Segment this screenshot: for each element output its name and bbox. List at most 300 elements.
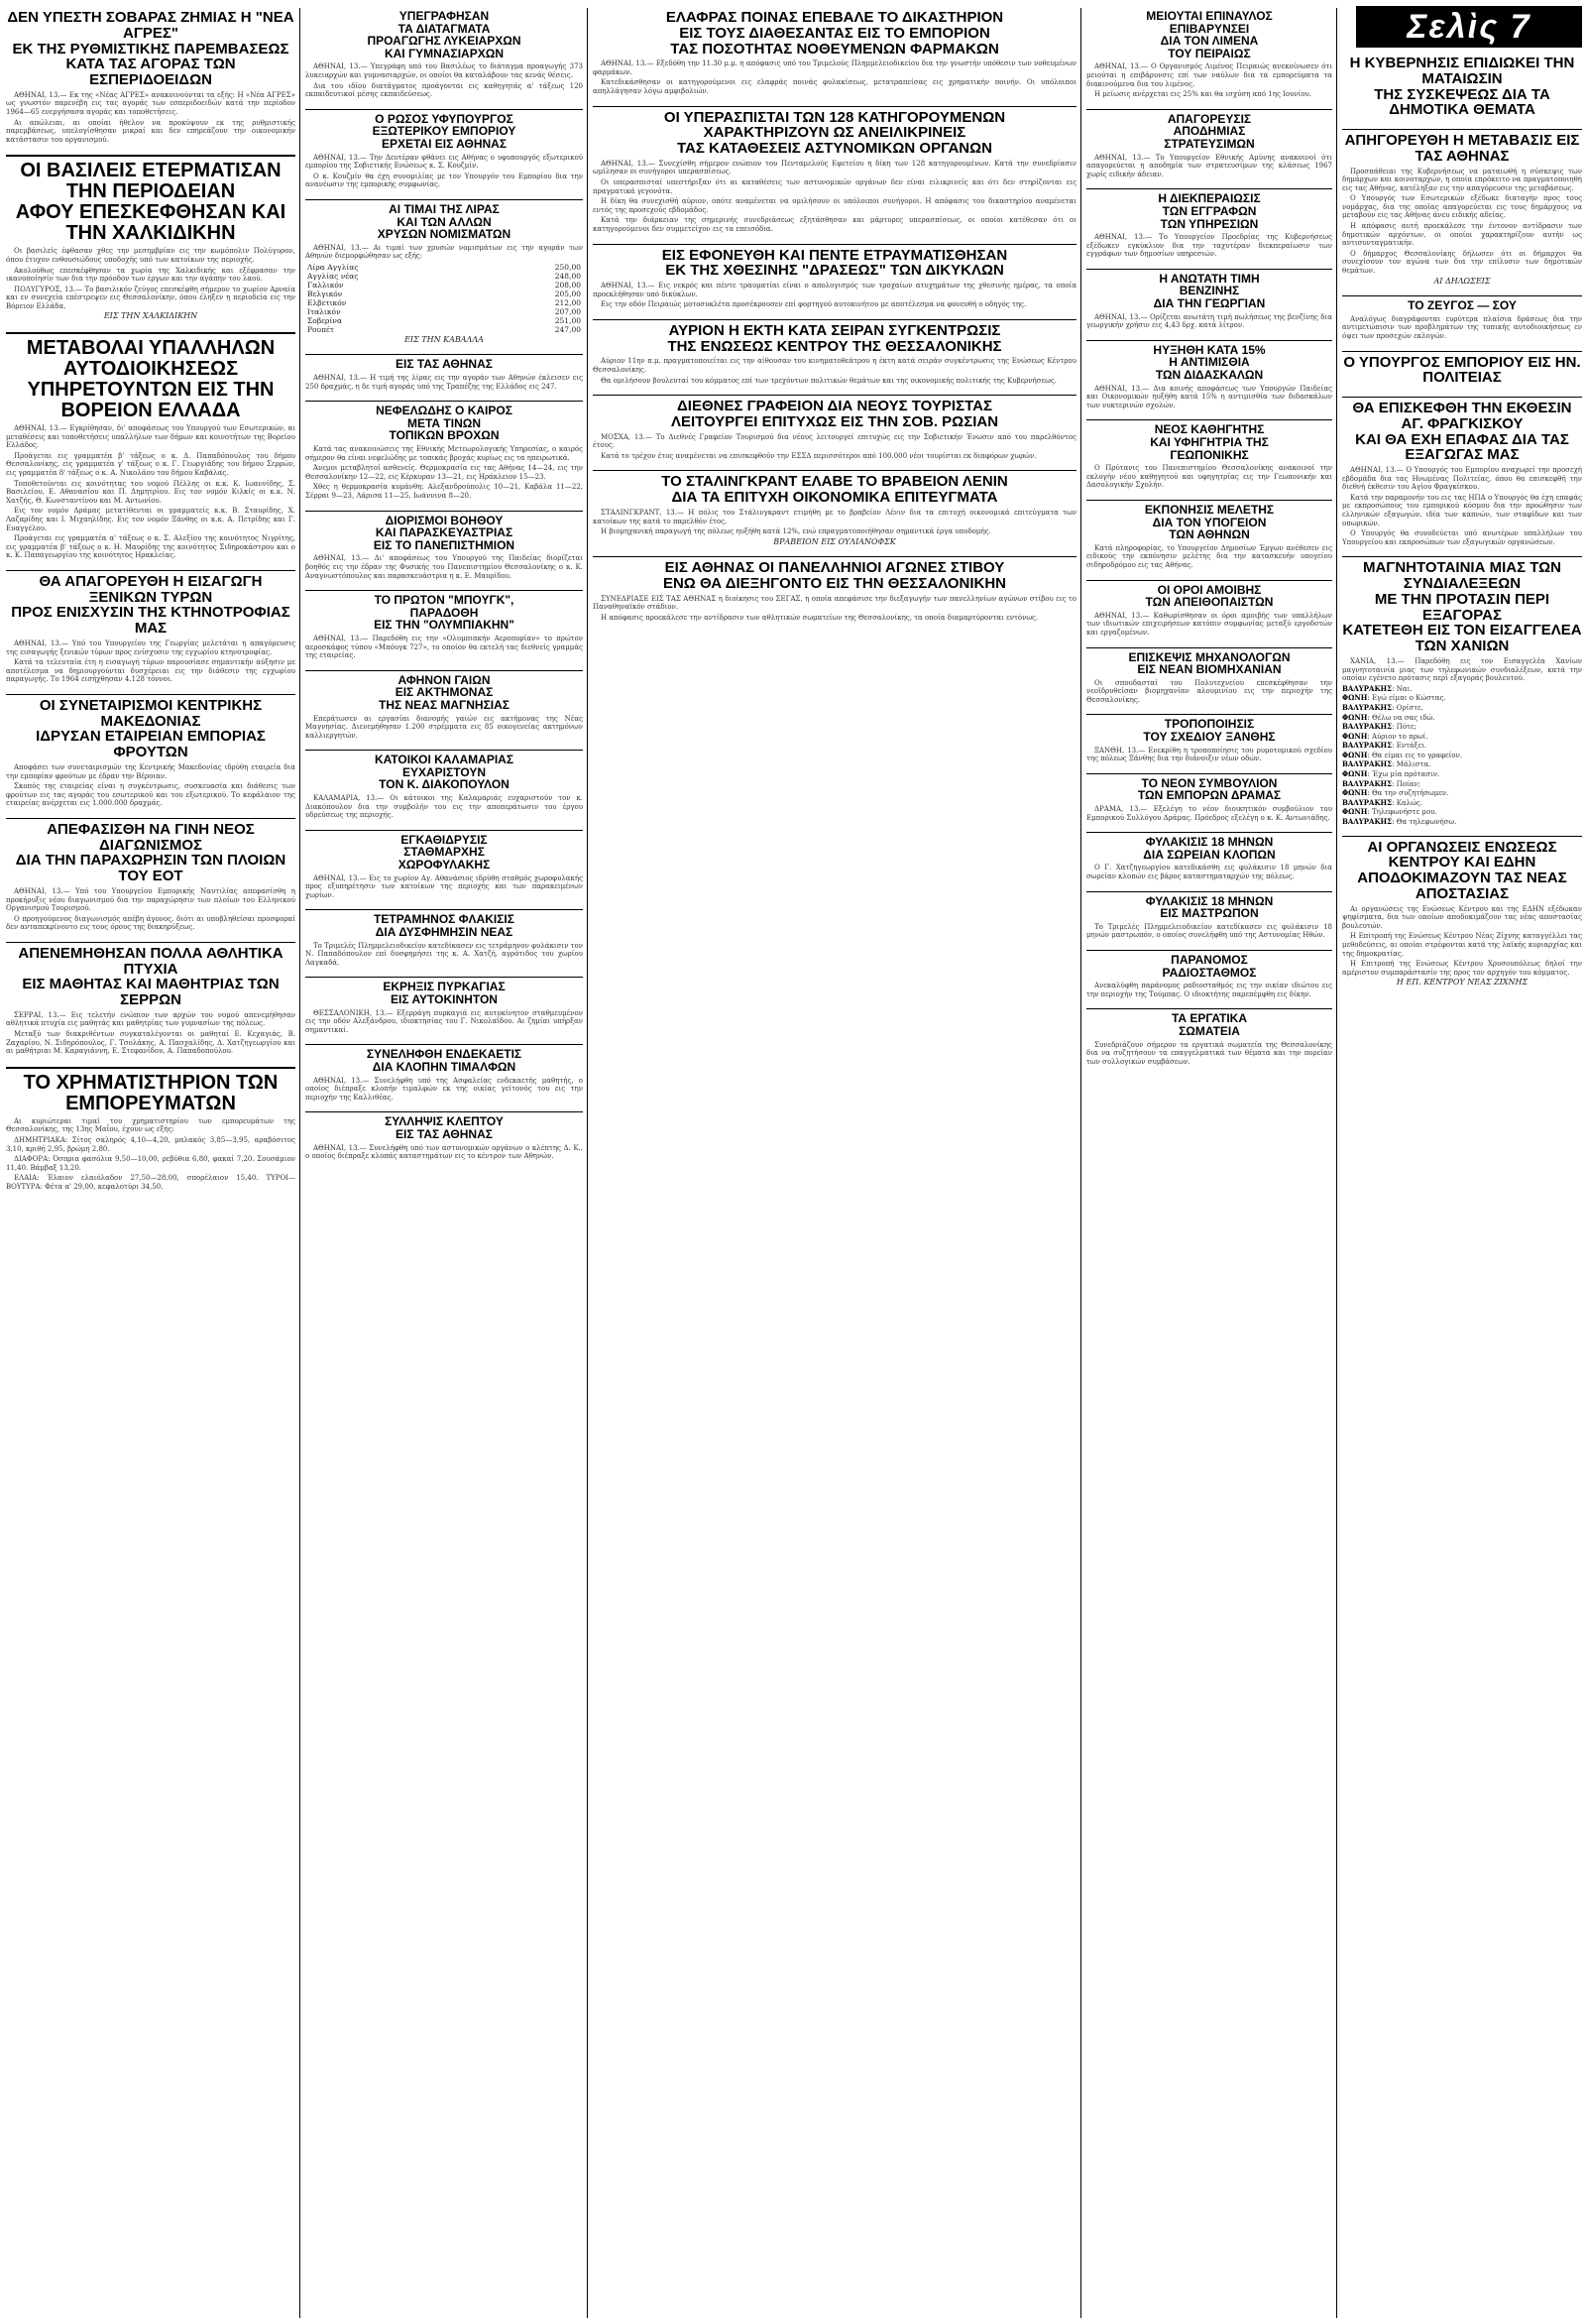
speaker-text: Ποίαν; <box>1396 779 1421 788</box>
headline-line: ΔΙΑ ΤΗΝ ΠΑΡΑΧΩΡΗΣΙΝ ΤΩΝ ΠΛΟΙΩΝ ΤΟΥ ΕΟΤ <box>15 852 286 885</box>
article-paragraph: ΑΘΗΝΑΙ, 13.— Το Υπουργείον Προεδρίας της Κυβερνήσεως εξέδωκεν εγκύκλιον δια την ταχυτέραν διεκπεραίωσιν των εγγράφων των δημοσίων υπηρεσιών. <box>1086 233 1332 259</box>
headline-line: ΓΕΩΠΟΝΙΚΗΣ <box>1170 447 1249 462</box>
article-headline <box>1086 895 1332 920</box>
article-body <box>6 1117 295 1192</box>
article-paragraph: Τοποθετούνται εις κοινότητας του νομού Πέλλης οι κ.κ. Κ. Ιωαννίδης, Σ. Βασιλείου, Ε. Αθανασίου και Π. Δημητρίου. Εις τον νομόν Κιλκίς οι κ.κ. Ν. Χατζής, Θ. Κωνσταντίνου και Μ. Αντωνίου. <box>6 479 295 505</box>
headline-line: ΤΗΣ ΝΕΑΣ ΜΑΓΝΗΣΙΑΣ <box>378 697 510 712</box>
article-headline <box>593 474 1076 506</box>
article-headline <box>1086 584 1332 609</box>
article-body <box>1086 544 1332 570</box>
article <box>593 242 1076 311</box>
headline-line: ΤΟ ΠΡΩΤΟΝ "ΜΠΟΥΓΚ", <box>374 593 514 608</box>
article-headline <box>6 161 295 244</box>
article-headline <box>1342 560 1582 654</box>
headline-line: ΙΔΡΥΣΑΝ ΕΤΑΙΡΕΙΑΝ ΕΜΠΟΡΙΑΣ ΦΡΟΥΤΩΝ <box>36 728 266 761</box>
article-body <box>305 445 583 501</box>
headline-line: ΤΑ ΕΡΓΑΤΙΚΑ <box>1171 1011 1248 1026</box>
article-paragraph: ΑΘΗΝΑΙ, 13.— Εις νεκρός και πέντε τραυματίαι είναι ο απολογισμός των τροχαίων ατυχημάτων της χθεσινής ημέρας, τα οποία προεκλήθησαν υπό δικύκλων. <box>593 282 1076 298</box>
transcript-line: ΒΑΛΥΡΑΚΗΣ: Πότε; <box>1342 722 1416 732</box>
article-divider <box>6 694 295 695</box>
article-paragraph: ΣΥΝΕΔΡΙΑΣΕ ΕΙΣ ΤΑΣ ΑΘΗΝΑΣ η διοίκησις του ΣΕΓΑΣ, η οποία απεφάσισε την διεξαγωγήν των πανελληνίων αγώνων στίβου εις το Παναθηναϊκόν στάδιον. <box>593 594 1076 612</box>
article-paragraph: Αι απώλειαι, αι οποίαι ήθελον να προκύψουν εκ της ρυθμιστικής παρεμβάσεως, υπελογίσθησαν μικραί και δεν επηρεάζουν την οικονομικήν κατάστασιν του οργανισμού. <box>6 118 295 144</box>
article-body <box>305 374 583 391</box>
article-divider <box>6 942 295 943</box>
price-row <box>305 272 583 281</box>
article-divider <box>6 570 295 571</box>
price-name: Λίρα Αγγλίας <box>307 262 359 272</box>
price-row <box>305 290 583 298</box>
speaker-text: Αύριον το πρωί. <box>1371 732 1428 741</box>
article-body <box>1086 864 1332 880</box>
article-headline <box>1086 504 1332 541</box>
article-divider <box>305 511 583 512</box>
headline-line: ΤΡΟΠΟΠΟΙΗΣΙΣ <box>1164 717 1255 732</box>
article-headline <box>305 674 583 712</box>
article-paragraph: ΑΘΗΝΑΙ, 13.— Εις το χωρίον Αγ. Αθανάσιος ιδρύθη σταθμός χωροφυλακής προς εξυπηρέτησιν των κατοίκων της περιοχής και των παρακειμένων χωρίων. <box>305 873 583 899</box>
article-body <box>6 639 295 684</box>
article-paragraph: ΑΘΗΝΑΙ, 13.— Ο Οργανισμός Λιμένος Πειραιώς ανεκοίνωσεν ότι μειούται η επιβάρυνσις επί των ναύλων δια τα εμπορεύματα τα διακινούμενα δια του λιμένος. <box>1086 62 1332 88</box>
article <box>305 1109 583 1162</box>
headline-line: ΑΙ ΤΙΜΑΙ ΤΗΣ ΛΙΡΑΣ <box>389 201 500 216</box>
headline-line: ΠΑΡΑΝΟΜΟΣ <box>1171 952 1248 967</box>
headline-line: ΤΟΥ ΣΧΕΔΙΟΥ ΞΑΝΘΗΣ <box>1143 730 1276 745</box>
headline-line: ΧΡΥΣΩΝ ΝΟΜΙΣΜΑΤΩΝ <box>377 227 511 242</box>
article <box>305 399 583 502</box>
headline-line: ΤΟΝ Κ. ΔΙΑΚΟΠΟΥΛΟΝ <box>379 777 510 792</box>
article-paragraph: Η Επιτροπή της Ενώσεως Κέντρου Νέας Ζίχνης καταγγέλλει τας μεθοδεύσεις, αι οποίαι στρέφονται κατά της λαϊκής κυριαρχίας και της δημοκρατίας. <box>1342 932 1582 958</box>
headline-line: ΤΩΝ ΥΠΗΡΕΣΙΩΝ <box>1160 216 1259 231</box>
article-divider <box>1342 351 1582 352</box>
article-paragraph: ΣΤΑΛΙΝΓΚΡΑΝΤ, 13.— Η πόλις του Στάλινγκραντ ετιμήθη με το βραβείον Λένιν δια τα επιτυχή οικονομικά επιτεύγματα των κατοίκων της κατά το παρελθόν έτος. <box>593 508 1076 525</box>
subheading: ΕΙΣ ΤΗΝ ΧΑΛΚΙΔΙΚΗΝ <box>103 311 198 321</box>
article-paragraph: Χθες η θερμοκρασία κυμάνθη: Αλεξανδρούπολις 10—21, Καβάλα 11—22, Σέρραι 9—23, Λάρισα 11—25, Ιωάννινα 8—20. <box>305 483 583 500</box>
speaker-name: ΒΑΛΥΡΑΚΗΣ <box>1342 759 1393 769</box>
article-headline <box>1342 299 1582 312</box>
headline-line: ΚΑΙ ΤΩΝ ΑΛΛΩΝ <box>396 214 492 229</box>
article-paragraph: Οι σπουδασταί του Πολυτεχνείου επεσκέφθησαν την νεοϊδρυθείσαν βιομηχανίαν αλουμινίου εις την περιοχήν της Θεσσαλονίκης. <box>1086 678 1332 704</box>
article <box>1342 554 1582 827</box>
price-row <box>305 298 583 307</box>
column-2 <box>305 8 583 2318</box>
article <box>305 828 583 902</box>
article-paragraph: Κατά το τρέχον έτος αναμένεται να επισκεφθούν την ΕΣΣΔ περισσότεροι από 100.000 νέοι τουρίσται εκ διαφόρων χωρών. <box>601 451 1037 460</box>
price-value: 212,00 <box>554 297 581 307</box>
article-paragraph: Κατά την παραμονήν του εις τας ΗΠΑ ο Υπουργός θα έχη επαφάς με εκπροσώπους του εμπορικού κόσμου δια την προώθησιν των ελληνικών εξαγωγών, ιδία των καπνών, των σταφίδων και των οπωρικών. <box>1342 493 1582 527</box>
article-paragraph: ΑΘΗΝΑΙ, 13.— Υπεγράφη υπό του Βασιλέως το διάταγμα προαγωγής 373 λυκειαρχών και γυμνασιαρχών, οι οποίοι θα καταλάβουν τας κενάς θέσεις. <box>305 62 583 79</box>
article-body <box>593 282 1076 309</box>
headline-line: ΤΩΝ ΕΜΠΟΡΩΝ ΔΡΑΜΑΣ <box>1137 788 1282 803</box>
article-body <box>1086 612 1332 638</box>
article-divider <box>1086 647 1332 648</box>
article-paragraph: Η βιομηχανική παραγωγή της πόλεως ηυξήθη κατά 12%, ενώ επραγματοποιήθησαν σημαντικά έργα υποδομής. <box>601 527 991 536</box>
article-paragraph: Ο δήμαρχος Θεσσαλονίκης δήλωσεν ότι οι δήμαρχοι θα συνεχίσουν τον αγώνα των δια την επίλυσιν των δημοτικών θεμάτων. <box>1342 249 1582 276</box>
headline-line: ΤΩΝ ΑΘΗΝΩΝ <box>1169 527 1250 542</box>
article-divider <box>1086 269 1332 270</box>
article-divider <box>1086 1008 1332 1009</box>
article <box>593 8 1076 98</box>
headline-line: ΕΚΡΗΞΙΣ ΠΥΡΚΑΓΙΑΣ <box>383 980 506 994</box>
headline-line: ΘΑ ΕΠΙΣΚΕΦΘΗ ΤΗΝ ΕΚΘΕΣΙΝ ΑΓ. ΦΡΑΓΚΙΣΚΟΥ <box>1352 400 1572 432</box>
article-headline <box>305 913 583 938</box>
article-paragraph: ΑΘΗΝΑΙ, 13.— Εκ της «Νέας ΑΓΡΕΣ» ανακοινούνται τα εξής: Η «Νέα ΑΓΡΕΣ» ως γνωστόν παρενέβη εις τας αγοράς των εσπεριδοειδών κατά την περίοδον 1964—65 ενεργήσασα αγοράς και τοποθετήσεις. <box>6 90 295 116</box>
article-paragraph: ΑΘΗΝΑΙ, 13.— Ο Υπουργός του Εμπορίου αναχωρεί την προσεχή εβδομάδα δια τας Ηνωμένας Πολιτείας, όπου θα επισκεφθή την διεθνή έκθεσιν του Αγίου Φραγκίσκου. <box>1342 466 1582 492</box>
article <box>1342 395 1582 548</box>
article <box>305 588 583 662</box>
article <box>1086 338 1332 412</box>
article-divider <box>1086 832 1332 833</box>
headline-line: ΔΙΑ ΤΗΝ ΓΕΩΡΓΙΑΝ <box>1153 296 1266 311</box>
headline-line: ΤΩΝ ΕΓΓΡΑΦΩΝ <box>1162 203 1257 218</box>
headline-line: ΤΗΣ ΕΝΩΣΕΩΣ ΚΕΝΤΡΟΥ ΤΗΣ ΘΕΣΣΑΛΟΝΙΚΗΣ <box>667 337 1002 355</box>
article-divider <box>6 155 295 157</box>
article-divider <box>1086 714 1332 715</box>
article-body <box>305 154 583 189</box>
price-value: 250,00 <box>554 262 581 272</box>
headline-line: ΕΙΣ ΑΚΤΗΜΟΝΑΣ <box>395 685 494 700</box>
article-paragraph: Εις την οδόν Πειραιώς μοτοσυκλέτα προσέκρουσεν επί φορτηγού αυτοκινήτου με αποτέλεσμα να φονευθή ο οδηγός της. <box>601 300 1027 309</box>
article <box>1342 54 1582 121</box>
speaker-text: Εγώ είμαι ο Κώστας. <box>1371 694 1446 703</box>
article-body <box>305 1009 583 1035</box>
article <box>305 8 583 101</box>
article-headline <box>1086 10 1332 59</box>
article-body <box>1342 315 1582 341</box>
headline-line: ΤΗΣ ΣΥΣΚΕΨΕΩΣ ΔΙΑ ΤΑ ΔΗΜΟΤΙΚΑ ΘΕΜΑΤΑ <box>1374 85 1550 119</box>
speaker-name: ΦΩΝΗ <box>1342 693 1368 703</box>
article-divider <box>305 199 583 200</box>
headline-line: ΕΡΧΕΤΑΙ ΕΙΣ ΑΘΗΝΑΣ <box>381 136 508 151</box>
article <box>593 554 1076 624</box>
headline-line: ΜΕ ΤΗΝ ΠΡΟΤΑΣΙΝ ΠΕΡΙ ΕΞΑΓΟΡΑΣ <box>1374 590 1550 624</box>
article-paragraph: Ακολούθως επεσκέφθησαν τα χωρία της Χαλκιδικής και εξέφρασαν την ικανοποίησίν των δια την πρόοδον των έργων και την αγάπην του λαού. <box>6 266 295 284</box>
article <box>593 317 1076 387</box>
article-paragraph: Επεράτωσεν αι εργασίαι διανομής γαιών εις ακτήμονας της Νέας Μαγνησίας. Διενεμήθησαν 1.200 στρέμματα εις 85 οικογενείας ακτημόνων καλλιεργητών. <box>305 714 583 740</box>
article-body <box>305 1144 583 1161</box>
article-divider <box>1342 129 1582 130</box>
speaker-text: Έχω μία πρότασιν. <box>1371 770 1440 779</box>
headline-line: ΑΦΗΝΟΝ ΓΑΙΩΝ <box>397 672 491 687</box>
article-divider <box>305 750 583 751</box>
article-body <box>1086 679 1332 705</box>
headline-line: ΑΥΡΙΟΝ Η ΕΚΤΗ ΚΑΤΑ ΣΕΙΡΑΝ ΣΥΓΚΕΝΤΡΩΣΙΣ <box>668 321 1001 339</box>
headline-line: ΑΦΟΥ ΕΠΕΣΚΕΦΘΗΣΑΝ ΚΑΙ ΤΗΝ ΧΑΛΚΙΔΙΚΗΝ <box>15 201 286 245</box>
article-body <box>593 160 1076 234</box>
headline-line: ΔΙΑ ΚΛΟΠΗΝ ΤΙΜΑΛΦΩΝ <box>372 1059 516 1074</box>
article-paragraph: ΑΘΗΝΑΙ, 13.— Συνεχίσθη σήμερον ενώπιον του Πενταμελούς Εφετείου η δίκη των 128 κατηγορουμένων. Κατά την συνεδρίασιν ωμίλησαν οι συνήγοροι υπερασπίσεως. <box>593 159 1076 176</box>
headline-line: ΒΕΝΖΙΝΗΣ <box>1179 284 1240 298</box>
article-headline <box>305 1115 583 1140</box>
headline-line: ΕΙΣ ΤΟΥΣ ΔΙΑΘΕΣΑΝΤΑΣ ΕΙΣ ΤΟ ΕΜΠΟΡΙΟΝ <box>679 24 990 42</box>
article-paragraph: Η μείωσις ανέρχεται εις 25% και θα ισχύση από 1ης Ιουνίου. <box>1094 90 1312 99</box>
article-paragraph: ΔΙΑΦΟΡΑ: Όσπρια φασόλια 9,50—10,00, ρεβύθια 6,80, φακαί 7,20. Σουσάμιον 11,40. Βάμβαξ 13,20. <box>6 1155 295 1172</box>
article-headline <box>593 248 1076 280</box>
article-paragraph: Το Τριμελές Πλημμελειοδικείον κατεδίκασεν εις φυλάκισιν 18 μηνών μαστρωπόν, ο οποίος συνελήφθη υπό της Αστυνομίας Ηθών. <box>1086 922 1332 940</box>
article-paragraph: Ο κ. Κουζμίν θα έχη συνομιλίας με τον Υπουργόν του Εμπορίου δια την ανανέωσιν της εμπορικής συμφωνίας. <box>305 172 583 189</box>
article-headline <box>593 323 1076 355</box>
article-body <box>1086 62 1332 98</box>
speaker-name: ΦΩΝΗ <box>1342 731 1368 741</box>
headline-line: ΕΛΑΦΡΑΣ ΠΟΙΝΑΣ ΕΠΕΒΑΛΕ ΤΟ ΔΙΚΑΣΤΗΡΙΟΝ <box>665 9 1004 26</box>
headline-line: ΡΑΔΙΟΣΤΑΘΜΟΣ <box>1162 965 1257 980</box>
price-row <box>305 281 583 290</box>
speaker-name: ΦΩΝΗ <box>1342 712 1368 722</box>
headline-line: ΣΥΝΕΛΗΦΘΗ ΕΝΔΕΚΑΕΤΙΣ <box>366 1047 522 1062</box>
headline-line: ΚΑΙ ΘΑ ΕΧΗ ΕΠΑΦΑΣ ΔΙΑ ΤΑΣ ΕΞΑΓΩΓΑΣ ΜΑΣ <box>1355 430 1569 464</box>
article-divider <box>1086 109 1332 110</box>
article-headline <box>1086 113 1332 151</box>
headline-line: ΝΕΟΣ ΚΑΘΗΓΗΤΗΣ <box>1154 422 1265 437</box>
price-row <box>305 307 583 316</box>
article-headline <box>593 10 1076 57</box>
article-body <box>1342 905 1582 988</box>
headline-line: ΠΡΟΑΓΩΓΗΣ ΛΥΚΕΙΑΡΧΩΝ <box>367 34 521 49</box>
article-body <box>1086 233 1332 259</box>
article-headline <box>305 754 583 791</box>
article-body <box>1086 154 1332 179</box>
article-divider <box>593 470 1076 471</box>
article-headline <box>305 594 583 632</box>
article-divider <box>305 401 583 402</box>
speaker-name: ΒΑΛΥΡΑΚΗΣ <box>1342 741 1393 751</box>
price-value: 251,00 <box>554 315 581 325</box>
transcript-line: ΦΩΝΗ: Θα είμαι εις το γραφείον. <box>1342 750 1463 759</box>
article-headline <box>1086 344 1332 382</box>
article-paragraph: ΔΗΜΗΤΡΙΑΚΑ: Σίτος σκληρός 4,10—4,20, μαλακός 3,85—3,95, αραβόσιτος 3,10, κριθή 2,95, βρώμη 2,80. <box>6 1136 295 1153</box>
article-paragraph: Το Τριμελές Πλημμελειοδικείον κατεδίκασεν εις τετράμηνον φυλάκισιν τον Ν. Παπαδόπουλον επί δυσφημήσει της κ. Α. Χατζή, αγρότιδος του χωρίου Λαγκαδά. <box>305 941 583 967</box>
article-paragraph: Αι οργανώσεις της Ενώσεως Κέντρου και της ΕΔΗΝ εξέδωκαν ψηφίσματα, δια των οποίων αποδοκιμάζουν τας νέας αποστασίας βουλευτών. <box>1342 904 1582 930</box>
article <box>305 668 583 743</box>
headline-line: ΦΥΛΑΚΙΣΙΣ 18 ΜΗΝΩΝ <box>1145 893 1274 908</box>
article <box>1086 186 1332 261</box>
article-paragraph: ΔΡΑΜΑ, 13.— Εξελέγη το νέον διοικητικόν συμβούλιον του Εμπορικού Συλλόγου Δράμας. Πρόεδρος εξελέγη ο κ. Κ. Αντωνιάδης. <box>1086 805 1332 822</box>
article-body <box>1086 923 1332 940</box>
article-paragraph: Σκοπός της εταιρείας είναι η συγκέντρωσις, συσκευασία και διάθεσις των φρούτων εις τας αγοράς του εσωτερικού και του εξωτερικού. Το κεφάλαιον της εταιρείας ανέρχεται εις 1.000.000 δραχμάς. <box>6 782 295 808</box>
transcript-line: ΦΩΝΗ: Έχω μία πρότασιν. <box>1342 769 1440 779</box>
headline-line: ΔΙΑ ΣΩΡΕΙΑΝ ΚΛΟΠΩΝ <box>1143 847 1276 862</box>
article-paragraph: Αύριον 11ην π.μ. πραγματοποιείται εις την αίθουσαν του κινηματοθεάτρου η έκτη κατά σειράν συγκέντρωσις της Ενώσεως Κέντρου Θεσσαλονίκης. <box>593 357 1076 374</box>
headline-line: ΕΙΣ ΤΗΝ "ΟΛΥΜΠΙΑΚΗΝ" <box>374 618 514 633</box>
transcript-line: ΒΑΛΥΡΑΚΗΣ: Θα τηλεφωνήσω. <box>1342 817 1457 827</box>
article-paragraph: Ανεκαλύφθη παράνομος ραδιοσταθμός εις την οικίαν ιδιώτου εις την περιοχήν της Τούμπας. Ο ιδιοκτήτης παρεπέμφθη εις δίκην. <box>1086 982 1332 998</box>
article-headline <box>1342 355 1582 387</box>
headline-line: ΚΑΙ ΠΑΡΑΣΚΕΥΑΣΤΡΙΑΣ <box>375 525 513 540</box>
headline-line: ΑΠΕΦΑΣΙΣΘΗ ΝΑ ΓΙΝΗ ΝΕΟΣ ΔΙΑΓΩΝΙΣΜΟΣ <box>47 820 255 854</box>
column-1 <box>6 8 295 2318</box>
article-paragraph: Προσπάθειαι της Κυβερνήσεως να ματαιωθή η σύσκεψις των δημάρχων και κοινοταρχών, η οποία επρόκειτο να πραγματοποιηθή εις τας Αθήνας, κατέληξαν εις την απαγόρευσιν της μεταβάσεως. <box>1342 167 1582 192</box>
headline-line: ΑΠΑΓΟΡΕΥΣΙΣ <box>1167 111 1252 126</box>
article <box>1086 8 1332 101</box>
transcript <box>1342 685 1582 827</box>
headline-line: Η ΚΥΒΕΡΝΗΣΙΣ ΕΠΙΔΙΩΚΕΙ ΤΗΝ ΜΑΤΑΙΩΣΙΝ <box>1349 55 1575 87</box>
article-paragraph: Κατά τας ανακοινώσεις της Εθνικής Μετεωρολογικής Υπηρεσίας, ο καιρός σήμερον θα είναι νεφελώδης με τοπικάς βροχάς κυρίως εις τα ηπειρωτικά. <box>305 445 583 462</box>
article-paragraph: Κατά την διάρκειαν της σημερινής συνεδριάσεως εξητάσθησαν και μάρτυρες υπερασπίσεως, οι οποίοι κατέθεσαν ότι οι κατηγορούμενοι δεν συμμετείχον εις τα επεισόδια. <box>593 216 1076 234</box>
article-paragraph: ΑΘΗΝΑΙ, 13.— Η τιμή της λίρας εις την αγοράν των Αθηνών έκλεισεν εις 250 δραχμάς, η δε τιμή αγοράς υπό της Τραπέζης της Ελλάδος εις 247. <box>305 374 583 391</box>
speaker-name: ΦΩΝΗ <box>1342 788 1368 798</box>
headline-line: ΠΡΟΣ ΕΝΙΣΧΥΣΙΝ ΤΗΣ ΚΤΗΝΟΤΡΟΦΙΑΣ ΜΑΣ <box>11 604 290 638</box>
transcript-line: ΒΑΛΥΡΑΚΗΣ: Ορίστε. <box>1342 702 1423 712</box>
headline-line: ΤΟ ΧΡΗΜΑΤΙΣΤΗΡΙΟΝ ΤΩΝ ΕΜΠΟΡΕΥΜΑΤΩΝ <box>23 1071 279 1114</box>
article-headline <box>1342 133 1582 165</box>
article-paragraph: Ο Υπουργός θα συνοδεύεται υπό ανωτέρων υπαλλήλων του Υπουργείου και εκπροσώπων των εξαγωγικών οργανώσεων. <box>1342 529 1582 546</box>
transcript-line: ΦΩΝΗ: Εγώ είμαι ο Κώστας. <box>1342 693 1446 703</box>
article-headline <box>305 981 583 1005</box>
transcript-line: ΒΑΛΥΡΑΚΗΣ: Ναι. <box>1342 683 1413 693</box>
speaker-name: ΒΑΛΥΡΑΚΗΣ <box>1342 722 1393 732</box>
article-headline <box>305 405 583 442</box>
article-headline <box>6 946 295 1008</box>
headline-line: ΤΩΝ ΔΙΔΑΣΚΑΛΩΝ <box>1155 368 1264 383</box>
article-paragraph: ΕΛΑΙΑ: Έλαιον ελαιόλαδον 27,50—28,00, σπορέλαιον 15,40. ΤΥΡΟΙ—ΒΟΥΤΥΡΑ: Φέτα α' 29,00, κεφαλοτύρι 34,50. <box>6 1174 295 1191</box>
article-divider <box>6 1067 295 1069</box>
article-body <box>593 595 1076 623</box>
transcript-line: ΒΑΛΥΡΑΚΗΣ: Ποίαν; <box>1342 778 1421 788</box>
article-paragraph: Αι κυριώτεραι τιμαί του χρηματιστηρίου των εμπορευμάτων της Θεσσαλονίκης, της 13ης Μαΐου, έχουν ως εξής: <box>6 1116 295 1134</box>
column-divider <box>299 8 300 2318</box>
headline-line: ΦΥΛΑΚΙΣΙΣ 18 ΜΗΝΩΝ <box>1145 835 1274 850</box>
price-row <box>305 325 583 334</box>
article <box>6 816 295 934</box>
headline-line: Η ΔΙΕΚΠΕΡΑΙΩΣΙΣ <box>1158 191 1261 206</box>
article-headline <box>6 338 295 421</box>
article-divider <box>1342 556 1582 557</box>
article-paragraph: Άνεμοι μεταβλητοί ασθενείς. Θερμοκρασία εις τας Αθήνας 14—24, εις την Θεσσαλονίκην 12—22, εις Κέρκυραν 13—21, εις Ηράκλειον 15—23. <box>305 464 583 481</box>
headline-line: ΟΙ ΣΥΝΕΤΑΙΡΙΣΜΟΙ ΚΕΝΤΡΙΚΗΣ ΜΑΚΕΔΟΝΙΑΣ <box>39 696 263 730</box>
article-paragraph: ΑΘΗΝΑΙ, 13.— Καθωρίσθησαν οι όροι αμοιβής των υπαλλήλων των ιδιωτικών επιχειρήσεων κατόπιν συμφωνίας μεταξύ εργοδοτών και εργαζομένων. <box>1086 611 1332 637</box>
transcript-line: ΒΑΛΥΡΑΚΗΣ: Εντάξει. <box>1342 741 1427 751</box>
article <box>1086 578 1332 639</box>
article <box>1086 498 1332 572</box>
headline-line: ΣΤΡΑΤΕΥΣΙΜΩΝ <box>1164 136 1255 151</box>
article-headline <box>6 574 295 637</box>
article-headline <box>1086 954 1332 979</box>
article <box>6 692 295 810</box>
headline-line: ΚΑΙ ΥΦΗΓΗΤΡΙΑ ΤΗΣ <box>1150 435 1269 449</box>
article-paragraph: Αναλόγως διαγράφονται ευρύτερα πλαίσια δράσεως δια την αντιμετώπισιν των προβλημάτων της τοπικής αυτοδιοικήσεως εν όψει των προσεχών εκλογών. <box>1342 314 1582 340</box>
article <box>6 1064 295 1194</box>
article-divider <box>1342 397 1582 398</box>
speaker-text: Μάλιστα. <box>1396 760 1431 769</box>
headline-line: ΕΚ ΤΗΣ ΧΘΕΣΙΝΗΣ "ΔΡΑΣΕΩΣ" ΤΩΝ ΔΙΚΥΚΛΩΝ <box>665 262 1004 280</box>
headline-line: ΣΩΜΑΤΕΙΑ <box>1179 1023 1240 1038</box>
speaker-text: Εντάξει. <box>1396 742 1427 751</box>
article-paragraph: ΑΘΗΝΑΙ, 13.— Συνελήφθη υπό της Ασφαλείας ενδεκαετής μαθητής, ο οποίος διέπραξε κλοπήν τιμαλφών εκ της οικίας γείτονός του εις την περιοχήν της Καλλιθέας. <box>305 1076 583 1102</box>
headline-line: ΤΟΥ ΠΕΙΡΑΙΩΣ <box>1168 46 1251 60</box>
article <box>593 104 1076 236</box>
headline-line: ΜΕΙΟΥΤΑΙ ΕΠΙΝΑΥΛΟΣ <box>1146 9 1273 23</box>
article-divider <box>1086 340 1332 341</box>
headline-line: ΕΙΣ ΤΟ ΠΑΝΕΠΙΣΤΗΜΙΟΝ <box>373 537 515 552</box>
transcript-line: ΦΩΝΗ: Αύριον το πρωί. <box>1342 731 1428 741</box>
article-divider <box>593 395 1076 396</box>
article-body <box>305 874 583 900</box>
article-paragraph: Ο προηγούμενος διαγωνισμός απέβη άγονος, διότι αι υποβληθείσαι προσφοραί δεν ανταπεκρίνοντο εις τους όρους της διακηρύξεως. <box>6 914 295 932</box>
headline-line: ΕΙΣ ΝΕΑΝ ΒΙΟΜΗΧΑΝΙΑΝ <box>1137 662 1282 677</box>
article <box>1086 830 1332 882</box>
article-body <box>305 62 583 98</box>
headline-line: ΚΑΙ ΓΥΜΝΑΣΙΑΡΧΩΝ <box>384 46 505 60</box>
article-paragraph: ΜΟΣΧΑ, 13.— Το Διεθνές Γραφείον Τουρισμού δια νέους λειτουργεί επιτυχώς εις την Σοβιετικήν Ένωσιν από του παρελθόντος έτους. <box>593 432 1076 450</box>
speaker-text: Πότε; <box>1396 723 1416 732</box>
headline-line: ΛΕΙΤΟΥΡΓΕΙ ΕΠΙΤΥΧΩΣ ΕΙΣ ΤΗΝ ΣΟΒ. ΡΩΣΙΑΝ <box>670 412 999 430</box>
article-paragraph: Μεταξύ των διακριθέντων συγκαταλέγονται οι μαθηταί Ε. Κεχαγιάς, Β. Ζαχαρίου, Ν. Σιδηρόπουλος, Γ. Τσολάκης, Α. Πασχαλίδης, Δ. Χατζηγεωργίου και αι μαθήτριαι Μ. Καραγιάννη, Ε. Στεφανίδου, Α. Παπαδοπούλου. <box>6 1030 295 1056</box>
column-divider <box>587 8 588 2318</box>
transcript-line: ΦΩΝΗ: Τηλεφωνήστε μου. <box>1342 807 1437 817</box>
article-headline <box>6 1073 295 1114</box>
headline-line: ΕΙΣ ΕΦΟΝΕΥΘΗ ΚΑΙ ΠΕΝΤΕ ΕΤΡΑΥΜΑΤΙΣΘΗΣΑΝ <box>661 246 1008 264</box>
article-body <box>6 1011 295 1056</box>
article-body <box>1086 1041 1332 1067</box>
headline-line: ΥΠΕΓΡΑΦΗΣΑΝ <box>398 9 490 23</box>
article-body <box>6 424 295 560</box>
speaker-name: ΒΑΛΥΡΑΚΗΣ <box>1342 817 1393 827</box>
headline-line: ΤΟ ΣΤΑΛΙΝΓΚΡΑΝΤ ΕΛΑΒΕ ΤΟ ΒΡΑΒΕΙΟΝ ΛΕΝΙΝ <box>661 473 1008 491</box>
article-body <box>1342 466 1582 546</box>
headline-line: ΤΑ ΔΙΑΤΑΓΜΑΤΑ <box>397 21 491 36</box>
article-paragraph: ΘΕΣΣΑΛΟΝΙΚΗ, 13.— Εξερράγη πυρκαγιά εις αυτοκίνητον σταθμευμένον εις την οδόν Αλεξάνδρου, ιδιοκτησίας του Γ. Νικολαΐδου. Αι ζημίαι υπήρξαν σημαντικαί. <box>305 1008 583 1034</box>
price-row <box>305 263 583 272</box>
article <box>305 107 583 191</box>
article-body <box>305 942 583 968</box>
article-divider <box>1086 950 1332 951</box>
article-body <box>305 554 583 580</box>
headline-line: ΕΝΩ ΘΑ ΔΙΕΞΗΓΟΝΤΟ ΕΙΣ ΤΗΝ ΘΕΣΣΑΛΟΝΙΚΗΝ <box>662 575 1007 593</box>
price-table <box>305 263 583 334</box>
article-divider <box>1342 295 1582 296</box>
article <box>305 509 583 583</box>
article-headline <box>6 822 295 884</box>
article-paragraph: Κατεδικάσθησαν οι κατηγορούμενοι εις ελαφράς ποινάς φυλακίσεως, μετατραπείσας εις χρηματικήν ποινήν. Οι υπόλοιποι απηλλάγησαν λόγω αμφιβολιών. <box>593 78 1076 96</box>
article-divider <box>305 590 583 591</box>
article-paragraph: ΑΘΗΝΑΙ, 13.— Εξεδόθη την 11.30 μ.μ. η απόφασις υπό του Τριμελούς Πλημμελειοδικείου δια την γνωστήν υπόθεσιν των νοθευμένων φαρμάκων. <box>593 59 1076 76</box>
article-paragraph: Ο Γ. Χατζηγεωργίου κατεδικάσθη εις φυλάκισιν 18 μηνών δια σωρείαν κλοπών εις βάρος καταστηματαρχών της πόλεως. <box>1086 864 1332 880</box>
article-paragraph: ΑΘΗΝΑΙ, 13.— Παρεδόθη εις την «Ολυμπιακήν Αεροπορίαν» το πρώτον αεροσκάφος τύπου «Μπόυγκ 727», το οποίον θα εκτελή τας διεθνείς γραμμάς της εταιρείας. <box>305 634 583 660</box>
article-headline <box>305 834 583 872</box>
article-body <box>305 715 583 741</box>
transcript-line: ΦΩΝΗ: Θέλω να σας ιδώ. <box>1342 712 1435 722</box>
price-name: Ρουπέτ <box>307 324 335 334</box>
article-body <box>593 357 1076 385</box>
headline-line: ΤΟΠΙΚΩΝ ΒΡΟΧΩΝ <box>389 428 500 443</box>
article-paragraph: Οι υπερασπισταί υπεστήριξαν ότι αι καταθέσεις των αστυνομικών οργάνων δεν είναι ειλικρινείς και ότι δεν στηρίζονται εις πραγματικά γεγονότα. <box>593 178 1076 195</box>
headline-line: ΔΙΕΘΝΕΣ ΓΡΑΦΕΙΟΝ ΔΙΑ ΝΕΟΥΣ ΤΟΥΡΙΣΤΑΣ <box>677 398 992 415</box>
price-row <box>305 316 583 325</box>
price-name: Γαλλικόν <box>307 280 344 290</box>
article-paragraph: ΑΘΗΝΑΙ, 13.— Δια κοινής αποφάσεως των Υπουργών Παιδείας και Οικονομικών ηυξήθη κατά 15% η αντιμισθία των διδασκάλων των νυκτερινών σχολών. <box>1086 384 1332 409</box>
article-body <box>305 794 583 820</box>
article-headline <box>305 113 583 151</box>
article-headline <box>1086 836 1332 861</box>
headline-line: ΕΞΩΤΕΡΙΚΟΥ ΕΜΠΟΡΙΟΥ <box>372 124 516 139</box>
article-divider <box>1086 580 1332 581</box>
article-paragraph: Ο Υπουργός των Εσωτερικών εξέδωκε διαταγήν προς τους νομάρχας, δια της οποίας απαγορεύεται εις τους δημάρχους να μεταβούν εις τας Αθήνας άνευ ειδικής αδείας. <box>1342 194 1582 220</box>
price-name: Ελβετικόν <box>307 297 347 307</box>
headline-line: ΤΟ ΝΕΟΝ ΣΥΜΒΟΥΛΙΟΝ <box>1141 775 1278 790</box>
article-body <box>305 1077 583 1103</box>
article-paragraph: Συνεδριάζουν σήμερον τα εργατικά σωματεία της Θεσσαλονίκης δια να συζητήσουν τα επαγγελματικά των θέματα και την πορείαν των συλλογικών συμβάσεων. <box>1086 1040 1332 1066</box>
headline-line: ΟΙ ΟΡΟΙ ΑΜΟΙΒΗΣ <box>1157 582 1262 597</box>
article-paragraph: ΑΘΗΝΑΙ, 13.— Εγκρίθησαν, δι' αποφάσεως του Υπουργού των Εσωτερικών, αι μεταθέσεις και τοποθετήσεις υπαλλήλων των δήμων και κοινοτήτων της Βορείου Ελλάδος. <box>6 424 295 450</box>
article-body <box>1086 805 1332 822</box>
headline-line: ΤΩΝ ΑΠΕΙΘΟΠΑΙΣΤΩΝ <box>1145 595 1274 610</box>
price-value: 205,00 <box>554 289 581 298</box>
headline-line: ΜΕΤΑΒΟΛΑΙ ΥΠΑΛΛΗΛΩΝ ΑΥΤΟΔΙΟΙΚΗΣΕΩΣ <box>26 337 276 381</box>
speaker-name: ΦΩΝΗ <box>1342 807 1368 817</box>
article-paragraph: Θα ομιλήσουν βουλευταί του κόμματος επί των τρεχόντων πολιτικών θεμάτων και της οικονομικής πολιτικής της Κυβερνήσεως. <box>601 376 1058 385</box>
article-paragraph: ΑΘΗΝΑΙ, 13.— Το Υπουργείον Εθνικής Αμύνης ανακοινοί ότι απαγορεύεται η αποδημία των στρατευσίμων της κλάσεως 1967 χωρίς ειδικήν άδειαν. <box>1086 153 1332 178</box>
speaker-text: Θα τηλεφωνήσω. <box>1396 818 1457 827</box>
article-paragraph: ΑΘΗΝΑΙ, 13.— Υπό του Υπουργείου Εμπορικής Ναυτιλίας απεφασίσθη η προκήρυξις νέου διαγωνισμού δια την παραχώρησιν των πλοίων του Ελληνικού Οργανισμού Τουρισμού. <box>6 886 295 913</box>
article-paragraph: Οι βασιλείς έφθασαν χθες την μεσημβρίαν εις την κωμόπολιν Πολύγυρον, όπου έτυχον ενθουσιώδους υποδοχής υπό των κατοίκων της περιοχής. <box>6 247 295 264</box>
